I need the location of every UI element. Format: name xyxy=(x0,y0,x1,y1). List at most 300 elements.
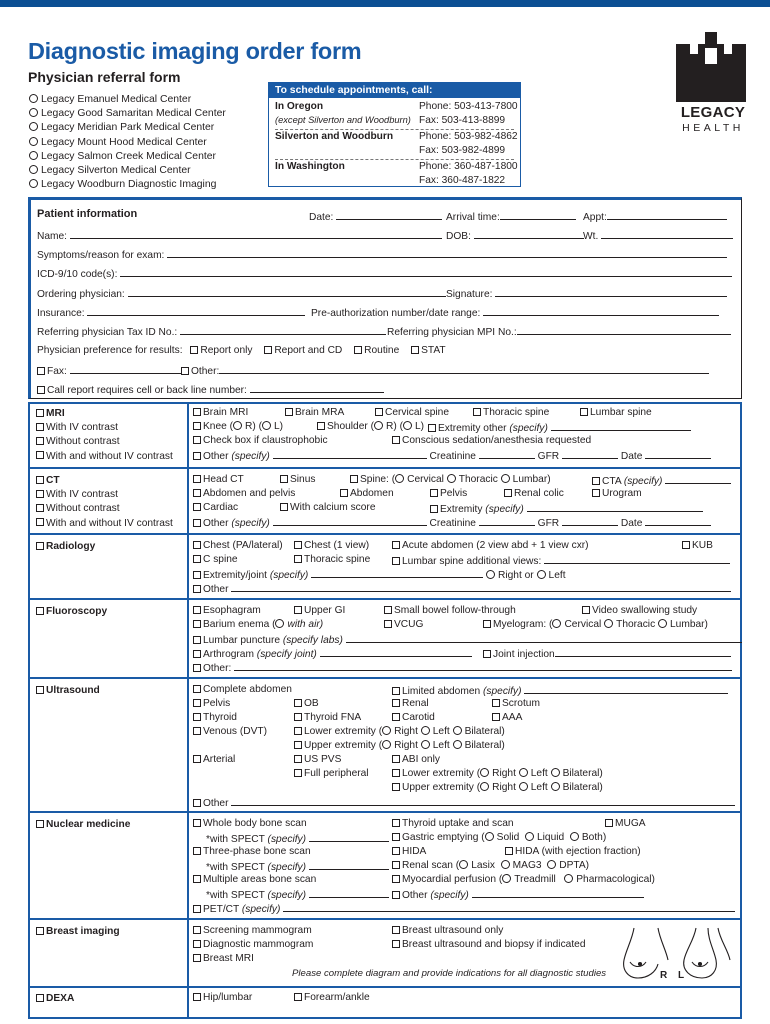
lumbar-add-input[interactable] xyxy=(544,554,730,564)
insurance-input[interactable] xyxy=(87,306,305,316)
us-other-input[interactable] xyxy=(231,796,735,806)
icd-input[interactable] xyxy=(120,267,732,277)
renal-scan-option: Renal scan ( Lasix MAG3 DPTA) xyxy=(392,860,589,873)
radio-icon[interactable] xyxy=(275,619,284,628)
wt-input[interactable] xyxy=(601,229,733,239)
arrival-field[interactable]: Arrival time: xyxy=(446,210,576,225)
mri-title: MRI xyxy=(46,408,65,419)
report-cd-checkbox[interactable] xyxy=(264,346,272,354)
dexa-title: DEXA xyxy=(46,993,75,1004)
renal-scan-checkbox[interactable] xyxy=(392,861,400,869)
pelvis-checkbox[interactable] xyxy=(430,489,438,497)
cardiac-checkbox[interactable] xyxy=(193,503,201,511)
three-phase-option: Three-phase bone scan xyxy=(193,846,311,859)
screening-option: Screening mammogram xyxy=(193,925,312,938)
thoracic-option: Thoracic spine xyxy=(294,554,370,567)
ordering-physician-field[interactable]: Ordering physician: xyxy=(37,287,446,302)
radio-icon[interactable] xyxy=(459,860,468,869)
name-field[interactable]: Name: xyxy=(37,229,442,244)
barium-option: Barium enema ( with air) xyxy=(193,619,323,632)
us-pvs-option: US PVS xyxy=(294,754,341,767)
preauth-input[interactable] xyxy=(483,306,719,316)
arterial-checkbox[interactable] xyxy=(193,755,201,763)
oregon-phone: Phone: 503-413-7800 xyxy=(419,101,518,112)
nuclear-medicine-checkbox[interactable] xyxy=(36,820,44,828)
calcium-checkbox[interactable] xyxy=(280,503,288,511)
arthrogram-checkbox[interactable] xyxy=(193,650,201,658)
lumbar-add-checkbox[interactable] xyxy=(392,557,400,565)
insurance-field[interactable]: Insurance: xyxy=(37,306,305,321)
call-report-checkbox[interactable] xyxy=(37,386,45,394)
fluoroscopy-checkbox[interactable] xyxy=(36,607,44,615)
dob-input[interactable] xyxy=(474,229,584,239)
acute-abd-checkbox[interactable] xyxy=(392,541,400,549)
petct-input[interactable] xyxy=(283,902,735,912)
radio-icon[interactable] xyxy=(29,179,38,188)
extremity-joint-option: Extremity/joint (specify) Right or Left xyxy=(193,568,566,583)
arthrogram-input[interactable] xyxy=(320,647,472,657)
brain-mra-checkbox[interactable] xyxy=(285,408,293,416)
sedation-option: Conscious sedation/anesthesia requested xyxy=(392,435,591,448)
ct-extremity-checkbox[interactable] xyxy=(430,505,438,513)
radiology-section xyxy=(30,533,740,598)
ct-other-row: Other (specify) Creatinine GFR Date xyxy=(193,516,711,531)
aaa-checkbox[interactable] xyxy=(492,713,500,721)
appt-field[interactable]: Appt: xyxy=(583,210,727,225)
fluoro-other-checkbox[interactable] xyxy=(193,664,201,672)
claustro-checkbox[interactable] xyxy=(193,436,201,444)
signature-input[interactable] xyxy=(495,287,727,297)
claustro-option: Check box if claustrophobic xyxy=(193,435,328,448)
mri-both-checkbox[interactable] xyxy=(36,451,44,459)
joint-injection-option: Joint injection xyxy=(483,647,731,662)
radio-icon[interactable] xyxy=(486,570,495,579)
ultrasound-checkbox[interactable] xyxy=(36,686,44,694)
renal-colic-checkbox[interactable] xyxy=(504,489,512,497)
radio-icon[interactable] xyxy=(551,782,560,791)
radio-icon[interactable] xyxy=(382,740,391,749)
silverton-phone: Phone: 503-982-4862 xyxy=(419,131,518,142)
mpi-field[interactable]: Referring physician MPI No.: xyxy=(387,325,731,340)
ultrasound-title: Ultrasound xyxy=(46,685,100,696)
lumbar-option: Lumbar spine xyxy=(580,407,652,420)
head-ct-option: Head CT xyxy=(193,474,244,487)
us-pelvis-option: Pelvis xyxy=(193,698,230,711)
esophagram-checkbox[interactable] xyxy=(193,606,201,614)
vcug-checkbox[interactable] xyxy=(384,620,392,628)
brain-mri-checkbox[interactable] xyxy=(193,408,201,416)
radio-icon[interactable] xyxy=(403,421,412,430)
mri-other-input[interactable] xyxy=(273,449,427,459)
radio-icon[interactable] xyxy=(551,768,560,777)
ob-checkbox[interactable] xyxy=(294,699,302,707)
diagnostic-option: Diagnostic mammogram xyxy=(193,939,313,952)
abd-pelvis-option: Abdomen and pelvis xyxy=(193,488,295,501)
radio-icon[interactable] xyxy=(564,874,573,883)
stat-checkbox[interactable] xyxy=(411,346,419,354)
spect-row-1: *with SPECT (specify) xyxy=(206,832,389,847)
nm-other-input[interactable] xyxy=(472,888,644,898)
radiology-other-row: Other xyxy=(193,582,731,597)
complete-abd-checkbox[interactable] xyxy=(193,685,201,693)
radio-icon[interactable] xyxy=(480,782,489,791)
venous-option: Venous (DVT) xyxy=(193,726,267,739)
center-option[interactable]: Legacy Emanuel Medical Center xyxy=(29,93,226,107)
extremity-other-input[interactable] xyxy=(551,421,691,431)
gastric-checkbox[interactable] xyxy=(392,833,400,841)
radiology-other-checkbox[interactable] xyxy=(193,585,201,593)
radio-icon[interactable] xyxy=(29,165,38,174)
radio-icon[interactable] xyxy=(552,619,561,628)
radio-icon[interactable] xyxy=(453,726,462,735)
nuclear-medicine-title: Nuclear medicine xyxy=(46,819,131,830)
venous-lower-option: Lower extremity ( Right Left Bilateral) xyxy=(294,726,505,739)
ct-both-checkbox[interactable] xyxy=(36,518,44,526)
whole-body-checkbox[interactable] xyxy=(193,819,201,827)
upper-gi-checkbox[interactable] xyxy=(294,606,302,614)
center-option[interactable]: Legacy Woodburn Diagnostic Imaging xyxy=(29,178,226,192)
gfr-input[interactable] xyxy=(562,449,618,459)
radio-icon[interactable] xyxy=(501,860,510,869)
us-other-row: Other xyxy=(193,796,735,811)
fax-input[interactable] xyxy=(70,364,182,374)
arterial-option: Arterial xyxy=(193,754,235,767)
date-input[interactable] xyxy=(645,516,711,526)
complete-abd-option: Complete abdomen xyxy=(193,684,292,697)
signature-field[interactable]: Signature: xyxy=(446,287,727,302)
page-title: Diagnostic imaging order form xyxy=(28,38,362,64)
radio-icon[interactable] xyxy=(374,421,383,430)
fluoro-other-input[interactable] xyxy=(234,661,732,671)
washington-phone: Phone: 360-487-1800 xyxy=(419,161,518,172)
radio-icon[interactable] xyxy=(29,137,38,146)
chest-pa-option: Chest (PA/lateral) xyxy=(193,540,283,553)
routine-checkbox[interactable] xyxy=(354,346,362,354)
breast-imaging-section xyxy=(30,918,740,986)
full-peripheral-checkbox[interactable] xyxy=(294,769,302,777)
myocardial-checkbox[interactable] xyxy=(392,875,400,883)
radio-icon[interactable] xyxy=(525,832,534,841)
radio-icon[interactable] xyxy=(29,151,38,160)
us-pvs-checkbox[interactable] xyxy=(294,755,302,763)
spine-option: Spine: ( Cervical Thoracic Lumbar) xyxy=(350,474,551,487)
schedule-heading: To schedule appointments, call: xyxy=(269,83,520,98)
chest-1-checkbox[interactable] xyxy=(294,541,302,549)
icd-field[interactable]: ICD-9/10 code(s): xyxy=(37,267,732,282)
barium-checkbox[interactable] xyxy=(193,620,201,628)
radio-icon[interactable] xyxy=(382,726,391,735)
extremity-joint-input[interactable] xyxy=(311,568,483,578)
radio-icon[interactable] xyxy=(29,122,38,131)
washington-label: In Washington xyxy=(275,161,345,172)
thyroid-uptake-checkbox[interactable] xyxy=(392,819,400,827)
gastric-option: Gastric emptying ( Solid Liquid Both) xyxy=(392,832,606,845)
radio-icon[interactable] xyxy=(485,832,494,841)
divider xyxy=(275,159,514,160)
arterial-lower-checkbox[interactable] xyxy=(392,769,400,777)
venous-lower-checkbox[interactable] xyxy=(294,727,302,735)
scrotum-option: Scrotum xyxy=(492,698,540,711)
mri-iv-checkbox[interactable] xyxy=(36,423,44,431)
radio-icon[interactable] xyxy=(233,421,242,430)
calcium-option: With calcium score xyxy=(280,502,375,515)
call-report-input[interactable] xyxy=(250,383,384,393)
limited-abd-option: Limited abdomen (specify) xyxy=(392,684,728,699)
fax-checkbox[interactable] xyxy=(37,367,45,375)
hida-option: HIDA xyxy=(392,846,426,859)
breast-right-label: R xyxy=(660,970,668,981)
arrival-input[interactable] xyxy=(500,210,576,220)
knee-checkbox[interactable] xyxy=(193,422,201,430)
appt-input[interactable] xyxy=(607,210,727,220)
radiology-other-input[interactable] xyxy=(231,582,731,592)
fluoro-other-row: Other: xyxy=(193,661,732,676)
kub-checkbox[interactable] xyxy=(682,541,690,549)
abdomen-option: Abdomen xyxy=(340,488,394,501)
hida-ef-checkbox[interactable] xyxy=(505,847,513,855)
date-input[interactable] xyxy=(336,210,442,220)
preauth-field[interactable]: Pre-authorization number/date range: xyxy=(311,306,719,321)
spect-input[interactable] xyxy=(309,888,389,898)
scrotum-checkbox[interactable] xyxy=(492,699,500,707)
dexa-checkbox[interactable] xyxy=(36,994,44,1002)
nm-other-option: Other (specify) xyxy=(392,888,644,903)
abi-option: ABI only xyxy=(392,754,440,767)
c-spine-option: C spine xyxy=(193,554,238,567)
esophagram-option: Esophagram xyxy=(193,605,261,618)
sinus-checkbox[interactable] xyxy=(280,475,288,483)
symptoms-field[interactable]: Symptoms/reason for exam: xyxy=(37,248,727,263)
spect-input[interactable] xyxy=(309,832,389,842)
fax-field[interactable]: Fax: xyxy=(37,364,182,379)
symptoms-input[interactable] xyxy=(167,248,727,258)
spect-input[interactable] xyxy=(309,860,389,870)
gfr-input[interactable] xyxy=(562,516,618,526)
lumbar-add-option: Lumbar spine additional views: xyxy=(392,554,730,569)
cta-checkbox[interactable] xyxy=(592,477,600,485)
petct-checkbox[interactable] xyxy=(193,905,201,913)
video-swallow-checkbox[interactable] xyxy=(582,606,590,614)
renal-colic-option: Renal colic xyxy=(504,488,564,501)
schedule-box xyxy=(268,82,521,187)
myelogram-option: Myelogram: ( Cervical Thoracic Lumbar) xyxy=(483,619,708,632)
knee-option: Knee ( R) ( L) xyxy=(193,421,283,434)
radiology-title: Radiology xyxy=(46,541,96,552)
other-field[interactable]: Other: xyxy=(181,364,709,379)
tax-id-input[interactable] xyxy=(180,325,386,335)
spine-checkbox[interactable] xyxy=(350,475,358,483)
venous-upper-option: Upper extremity ( Right Left Bilateral) xyxy=(294,740,505,753)
forearm-checkbox[interactable] xyxy=(294,993,302,1001)
breast-us-biopsy-checkbox[interactable] xyxy=(392,940,400,948)
arterial-upper-checkbox[interactable] xyxy=(392,783,400,791)
joint-injection-checkbox[interactable] xyxy=(483,650,491,658)
radio-icon[interactable] xyxy=(658,619,667,628)
abdomen-checkbox[interactable] xyxy=(340,489,348,497)
myelogram-checkbox[interactable] xyxy=(483,620,491,628)
brain-mra-option: Brain MRA xyxy=(285,407,344,420)
lumbar-spine-checkbox[interactable] xyxy=(580,408,588,416)
abd-pelvis-checkbox[interactable] xyxy=(193,489,201,497)
creatinine-input[interactable] xyxy=(479,449,535,459)
ct-extremity-input[interactable] xyxy=(527,502,703,512)
screening-checkbox[interactable] xyxy=(193,926,201,934)
multiple-areas-checkbox[interactable] xyxy=(193,875,201,883)
limited-abd-checkbox[interactable] xyxy=(392,687,400,695)
extremity-joint-checkbox[interactable] xyxy=(193,571,201,579)
ct-other-checkbox[interactable] xyxy=(193,519,201,527)
pelvis-option: Pelvis xyxy=(430,488,467,501)
urogram-checkbox[interactable] xyxy=(592,489,600,497)
ct-title: CT xyxy=(46,475,60,486)
myocardial-option: Myocardial perfusion ( Treadmill Pharmacological) xyxy=(392,874,655,887)
patient-info-box xyxy=(28,197,742,399)
head-ct-checkbox[interactable] xyxy=(193,475,201,483)
hida-ef-option: HIDA (with ejection fraction) xyxy=(505,846,641,859)
center-option[interactable]: Legacy Meridian Park Medical Center xyxy=(29,121,226,135)
radio-icon[interactable] xyxy=(421,726,430,735)
radio-icon[interactable] xyxy=(421,740,430,749)
radio-icon[interactable] xyxy=(395,474,404,483)
lumbar-puncture-option: Lumbar puncture (specify labs) xyxy=(193,633,742,648)
radio-icon[interactable] xyxy=(519,768,528,777)
mri-checkbox[interactable] xyxy=(36,409,44,417)
radio-icon[interactable] xyxy=(453,740,462,749)
venous-checkbox[interactable] xyxy=(193,727,201,735)
abi-checkbox[interactable] xyxy=(392,755,400,763)
radio-icon[interactable] xyxy=(547,860,556,869)
cta-option: CTA (specify) xyxy=(592,474,731,489)
date-field[interactable]: Date: xyxy=(309,210,442,225)
ct-iv-checkbox[interactable] xyxy=(36,490,44,498)
full-peripheral-option: Full peripheral xyxy=(294,768,369,781)
breast-mri-checkbox[interactable] xyxy=(193,954,201,962)
radio-icon[interactable] xyxy=(447,474,456,483)
center-option[interactable]: Legacy Silverton Medical Center xyxy=(29,164,226,178)
radiology-checkbox[interactable] xyxy=(36,542,44,550)
name-input[interactable] xyxy=(70,229,442,239)
extremity-other-checkbox[interactable] xyxy=(428,424,436,432)
breast-us-only-checkbox[interactable] xyxy=(392,926,400,934)
sedation-checkbox[interactable] xyxy=(392,436,400,444)
date-input[interactable] xyxy=(645,449,711,459)
joint-injection-input[interactable] xyxy=(555,647,731,657)
spect-row-2: *with SPECT (specify) xyxy=(206,860,389,875)
wt-field[interactable]: Wt. xyxy=(583,229,733,244)
small-bowel-option: Small bowel follow-through xyxy=(384,605,516,618)
petct-row: PET/CT (specify) xyxy=(193,902,735,917)
tax-id-field[interactable]: Referring physician Tax ID No.: xyxy=(37,325,386,340)
radio-icon[interactable] xyxy=(519,782,528,791)
ct-other-input[interactable] xyxy=(273,516,427,526)
three-phase-checkbox[interactable] xyxy=(193,847,201,855)
center-option[interactable]: Legacy Salmon Creek Medical Center xyxy=(29,150,226,164)
thyroid-checkbox[interactable] xyxy=(193,713,201,721)
breast-us-biopsy-option: Breast ultrasound and biopsy if indicated xyxy=(392,939,586,952)
us-pelvis-checkbox[interactable] xyxy=(193,699,201,707)
muga-checkbox[interactable] xyxy=(605,819,613,827)
mri-no-contrast-checkbox[interactable] xyxy=(36,437,44,445)
hip-lumbar-checkbox[interactable] xyxy=(193,993,201,1001)
mri-section: MRI With IV contrast Without contrast With and without IV contrast Brain MRI Brain MRA Cervical spine Thoracic spine Lumbar spine Knee ( R) ( L) Shoulder ( R) ( L) Extremity other (specify) Check box if claustrophobic Conscious sedation/anesthesia requested Other (specify) Creatinine GFR Date xyxy=(30,404,740,467)
thoracic-checkbox[interactable] xyxy=(294,555,302,563)
other-checkbox[interactable] xyxy=(181,367,189,375)
shoulder-checkbox[interactable] xyxy=(317,422,325,430)
radio-icon[interactable] xyxy=(604,619,613,628)
breast-diagram-icon[interactable] xyxy=(620,926,732,984)
thyroid-fna-checkbox[interactable] xyxy=(294,713,302,721)
radio-icon[interactable] xyxy=(480,768,489,777)
ordering-physician-input[interactable] xyxy=(128,287,446,297)
c-spine-checkbox[interactable] xyxy=(193,555,201,563)
fluoroscopy-section xyxy=(30,598,740,677)
hida-checkbox[interactable] xyxy=(392,847,400,855)
ultrasound-section xyxy=(30,677,740,811)
logo-subtext: HEALTH xyxy=(682,122,744,134)
cervical-spine-checkbox[interactable] xyxy=(375,408,383,416)
chest-pa-checkbox[interactable] xyxy=(193,541,201,549)
mri-row-1: Brain MRI xyxy=(193,407,248,420)
dexa-section xyxy=(30,986,740,1019)
radio-icon[interactable] xyxy=(29,94,38,103)
carotid-checkbox[interactable] xyxy=(392,713,400,721)
center-option[interactable]: Legacy Good Samaritan Medical Center xyxy=(29,107,226,121)
ct-no-contrast-checkbox[interactable] xyxy=(36,504,44,512)
upper-gi-option: Upper GI xyxy=(294,605,345,618)
cta-input[interactable] xyxy=(665,474,731,484)
breast-note: Please complete diagram and provide indications for all diagnostic studies xyxy=(292,968,607,979)
breast-left-label: L xyxy=(678,970,685,981)
radio-icon[interactable] xyxy=(570,832,579,841)
creatinine-input[interactable] xyxy=(479,516,535,526)
dob-field[interactable]: DOB: xyxy=(446,229,584,244)
call-report-field[interactable]: Call report requires cell or back line number: xyxy=(37,383,384,398)
nm-other-checkbox[interactable] xyxy=(392,891,400,899)
limited-abd-input[interactable] xyxy=(524,684,728,694)
mpi-input[interactable] xyxy=(517,325,731,335)
fluoroscopy-title: Fluoroscopy xyxy=(46,606,108,617)
renal-checkbox[interactable] xyxy=(392,699,400,707)
venous-upper-checkbox[interactable] xyxy=(294,741,302,749)
breast-us-only-option: Breast ultrasound only xyxy=(392,925,503,938)
radio-icon[interactable] xyxy=(502,874,511,883)
breast-diagram[interactable] xyxy=(620,926,732,984)
radio-icon[interactable] xyxy=(262,421,271,430)
report-only-checkbox[interactable] xyxy=(190,346,198,354)
divider xyxy=(275,129,514,130)
video-swallow-option: Video swallowing study xyxy=(582,605,697,618)
acute-abd-option: Acute abdomen (2 view abd + 1 view cxr) xyxy=(392,540,589,553)
lumbar-puncture-input[interactable] xyxy=(346,633,742,643)
ct-section: CT With IV contrast Without contrast With and without IV contrast Head CT Sinus Spine: ( Cervical Thoracic Lumbar) CTA (specify) Abdomen and pelvis Abdomen Pelvis Renal colic Urogram Cardiac With calcium score Extremity (specify) Other (specify) Creatinine GFR Date xyxy=(30,467,740,533)
diagnostic-checkbox[interactable] xyxy=(193,940,201,948)
other-input[interactable] xyxy=(219,364,709,374)
breast-imaging-checkbox[interactable] xyxy=(36,927,44,935)
radio-icon[interactable] xyxy=(29,108,38,117)
us-other-checkbox[interactable] xyxy=(193,799,201,807)
radio-icon[interactable] xyxy=(501,474,510,483)
center-option[interactable]: Legacy Mount Hood Medical Center xyxy=(29,136,226,150)
ct-checkbox[interactable] xyxy=(36,476,44,484)
arterial-upper-option: Upper extremity ( Right Left Bilateral) xyxy=(392,782,603,795)
small-bowel-checkbox[interactable] xyxy=(384,606,392,614)
top-bar xyxy=(0,0,770,7)
mri-other-checkbox[interactable] xyxy=(193,452,201,460)
thoracic-spine-checkbox[interactable] xyxy=(473,408,481,416)
lumbar-puncture-checkbox[interactable] xyxy=(193,636,201,644)
radio-icon[interactable] xyxy=(537,570,546,579)
arthrogram-option: Arthrogram (specify joint) xyxy=(193,647,472,662)
